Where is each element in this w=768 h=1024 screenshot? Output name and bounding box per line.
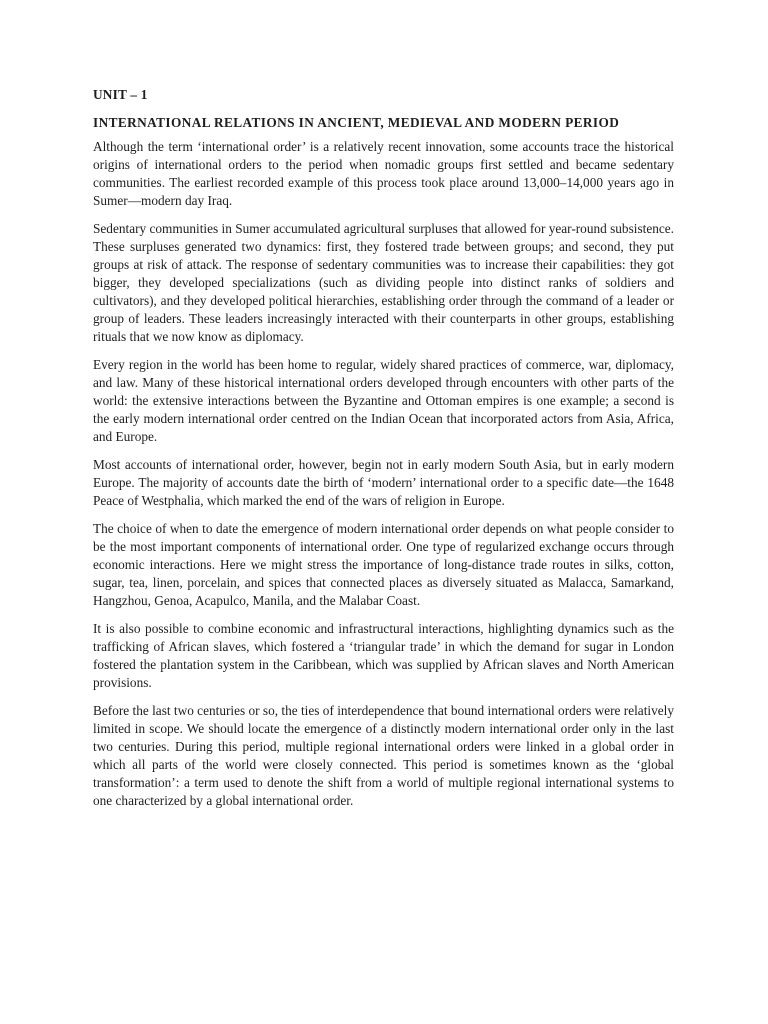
paragraph-2: Sedentary communities in Sumer accumulated agricultural surpluses that allowed for year-round subsistence. These surpluses generated two dynamics: first, they fostered trade between groups; and second, they put groups at risk of attack. The response of sedentary communities was to increase their capabilities: they got bigger, they developed specializations (such as dividing people into distinct ranks of soldiers and cultivators), and they developed political hierarchies, establishing order through the command of a leader or group of leaders. These leaders increasingly interacted with their counterparts in other groups, establishing rituals that we now know as diplomacy. [93, 221, 674, 344]
paragraph-7: Before the last two centuries or so, the ties of interdependence that bound international orders were relatively limited in scope. We should locate the emergence of a distinctly modern international order only in the last two centuries. During this period, multiple regional international orders were linked in a global order in which all parts of the world were closely connected. This period is sometimes known as the ‘global transformation’: a term used to denote the shift from a world of multiple regional international systems to one characterized by a global international order. [93, 703, 674, 808]
document-page [93, 86, 674, 820]
paragraph-4: Most accounts of international order, however, begin not in early modern South Asia, but in early modern Europe. The majority of accounts date the birth of ‘modern’ international order to a specific date—the 1648 Peace of Westphalia, which marked the end of the wars of religion in Europe. [93, 457, 674, 508]
paragraph-6: It is also possible to combine economic and infrastructural interactions, highlighting dynamics such as the trafficking of African slaves, which fostered a ‘triangular trade’ in which the demand for sugar in London fostered the plantation system in the Caribbean, which was supplied by African slaves and North American provisions. [93, 621, 674, 690]
paragraph-5: The choice of when to date the emergence of modern international order depends on what people consider to be the most important components of international order. One type of regularized exchange occurs through economic interactions. Here we might stress the importance of long-distance trade routes in silks, cotton, sugar, tea, linen, porcelain, and spices that connected places as diversely situated as Malacca, Samarkand, Hangzhou, Genoa, Acapulco, Manila, and the Malabar Coast. [93, 521, 674, 608]
paragraph-3: Every region in the world has been home to regular, widely shared practices of commerce, war, diplomacy, and law. Many of these historical international orders developed through encounters with other parts of the world: the extensive interactions between the Byzantine and Ottoman empires is one example; a second is the early modern international order centred on the Indian Ocean that incorporated actors from Asia, Africa, and Europe. [93, 357, 674, 444]
section-heading: INTERNATIONAL RELATIONS IN ANCIENT, MEDIEVAL AND MODERN PERIOD [93, 115, 620, 130]
paragraph-1: Although the term ‘international order’ is a relatively recent innovation, some accounts trace the historical origins of international orders to the period when nomadic groups first settled and became sedentary communities. The earliest recorded example of this process took place around 13,000–14,000 years ago in Sumer—modern day Iraq. [93, 139, 674, 208]
unit-label: UNIT – 1 [93, 87, 148, 102]
